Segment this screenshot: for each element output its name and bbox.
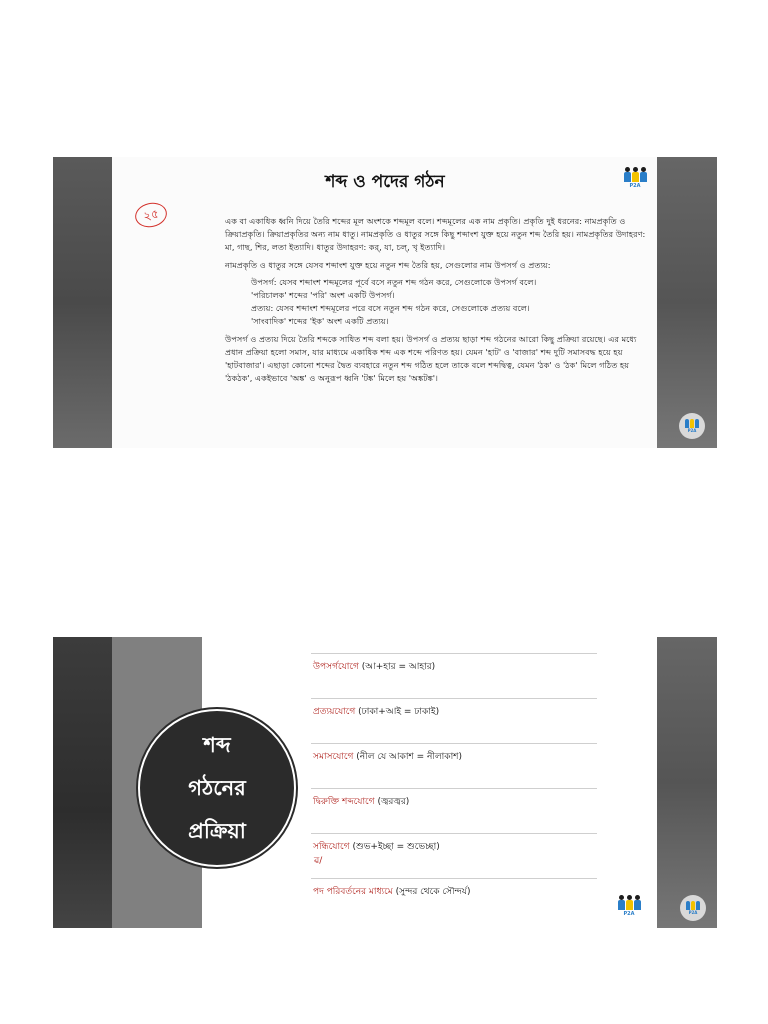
example-line: 'সাংবাদিক' শব্দের 'ইক' অংশ একটি প্রত্যয়। xyxy=(251,316,389,327)
paragraph: নামপ্রকৃতি ও ধাতুর সঙ্গে যেসব শব্দাংশ যুক্ত হয়ে নতুন শব্দ তৈরি হয়, সেগুলোর নাম উপসর্গ ও প্রত্যয়: xyxy=(225,259,551,270)
title-circle xyxy=(138,709,296,867)
process-example: (শুভ+ইচ্ছা = শুভেচ্ছা) xyxy=(349,842,440,852)
process-example: (আ+হার = আহার) xyxy=(358,662,436,672)
people-icon xyxy=(686,901,700,910)
process-label: পদ পরিবর্তনের মাধ্যমে xyxy=(313,887,393,897)
logo-text: P2A xyxy=(629,183,641,189)
list-item xyxy=(311,833,597,878)
logo-text: P2A xyxy=(623,911,635,917)
circle-title-line: শব্দ xyxy=(203,732,231,757)
definition-line: উপসর্গ: যেসব শব্দাংশ শব্দমূলের পূর্বে বসে নতুন শব্দ গঠন করে, সেগুলোকে উপসর্গ বলে। xyxy=(251,276,537,287)
logo-text: P2A xyxy=(687,428,697,433)
slide-word-formation-text xyxy=(53,157,717,448)
process-label: প্রত্যয়যোগে xyxy=(313,707,356,717)
p2a-logo xyxy=(613,893,645,921)
people-icon xyxy=(619,167,651,183)
list-item xyxy=(311,698,597,743)
process-example: (ঢাকা+আই = ঢাকাই) xyxy=(355,707,440,717)
process-label: সন্ধিযোগে xyxy=(313,842,350,852)
people-icon xyxy=(613,895,645,911)
paragraph: এক বা একাধিক ধ্বনি দিয়ে তৈরি শব্দের মূল অংশকে শব্দমূল বলে। শব্দমূলের এক নাম প্রকৃতি। প্রকৃতি দুই ধরনের: নামপ্রকৃতি ও ক্রিয়াপ্রকৃতি। ক্রিয়াপ্রকৃতির অন্য নাম ধাতু। নামপ্রকৃতি ও ধাতুর সঙ্গে কিছু শব্দাংশ যুক্ত হয়ে নতুন শব্দ তৈরি হয়। নামপ্রকৃতির উদাহরণ: মা, গাছ, শির, লতা ইত্যাদি। ধাতুর উদাহরণ: কর্, যা, চল্, খৃ ইত্যাদি। xyxy=(225,216,646,253)
example-line: 'পরিচালক' শব্দের 'পরি' অংশ একটি উপসর্গ। xyxy=(251,290,395,301)
process-label: দ্বিরুক্তি শব্দযোগে xyxy=(313,797,375,807)
process-label: সমাসযোগে xyxy=(313,752,354,762)
slide-body-text xyxy=(225,215,647,389)
right-sidebar-bar xyxy=(657,157,717,448)
logo-text: P2A xyxy=(688,910,698,915)
process-example: (সুন্দর থেকে সৌন্দর্য) xyxy=(392,887,471,897)
list-item xyxy=(311,653,597,698)
process-list xyxy=(311,653,597,923)
circle-title-line: গঠনের xyxy=(188,775,246,800)
p2a-logo xyxy=(619,165,651,193)
left-sidebar-bar xyxy=(53,157,112,448)
left-dark-bar xyxy=(53,637,112,928)
process-label: উপসর্গযোগে xyxy=(313,662,359,672)
people-icon xyxy=(685,419,699,428)
process-example: (জ্বরজ্বর) xyxy=(374,797,410,807)
process-example: (নীল যে আকাশ = নীলাকাশ) xyxy=(353,752,463,762)
paragraph: উপসর্গ ও প্রত্যয় দিয়ে তৈরি শব্দকে সাধিত শব্দ বলা হয়। উপসর্গ ও প্রত্যয় ছাড়া শব্দ গঠনের আরো কিছু প্রক্রিয়া রয়েছে। এর মধ্যে প্রধান প্রক্রিয়া হলো সমাস, যার মাধ্যমে একাধিক শব্দ এক শব্দে পরিণত হয়। যেমন 'হাট' ও 'বাজার' শব্দ দুটি সমাসবদ্ধ হয়ে হয় 'হাটবাজার'। এছাড়া কোনো শব্দের দ্বৈত ব্যবহারে নতুন শব্দ গঠিত হলে তাকে বলে শব্দদ্বিত্ব, যেমন 'ঠক' ও 'ঠক' মিলে গঠিত হয় 'ঠকঠক', একইভাবে 'অঙ্ক' ও অনুরূপ ধ্বনি 'টঙ্ক' মিলে হয় 'অঙ্কটঙ্ক'। xyxy=(225,333,637,384)
list-item xyxy=(311,788,597,833)
list-item xyxy=(311,743,597,788)
handwritten-page-number: ২৫ xyxy=(133,200,169,230)
p2a-circle-logo xyxy=(679,413,705,439)
list-item xyxy=(311,878,597,923)
slide-formation-process xyxy=(53,637,717,928)
slide-title: শব্দ ও পদের গঠন xyxy=(325,172,445,192)
right-sidebar-bar xyxy=(657,637,717,928)
definition-line: প্রত্যয়: যেসব শব্দাংশ শব্দমূলের পরে বসে নতুন শব্দ গঠন করে, সেগুলোকে প্রত্যয় বলে। xyxy=(251,303,530,314)
p2a-circle-logo xyxy=(680,895,706,921)
circle-title-line: প্রক্রিয়া xyxy=(188,818,246,843)
handwritten-mark: ৱ/ xyxy=(314,856,323,866)
